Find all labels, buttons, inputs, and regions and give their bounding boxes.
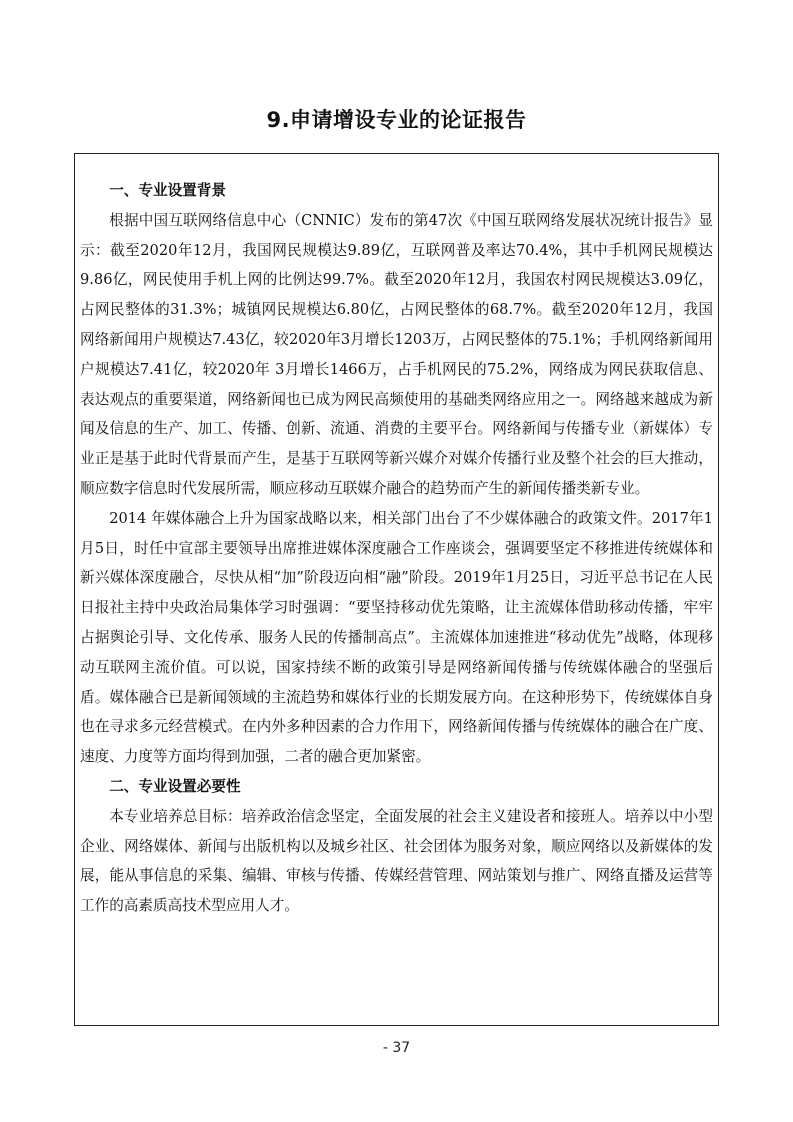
page-number: - 37 — [382, 1040, 411, 1056]
document-title: 9.申请增设专业的论证报告 — [266, 108, 527, 132]
paragraph-cnnic-statistics: 根据中国互联网络信息中心（CNNIC）发布的第47次《中国互联网络发展状况统计报告》显示：截至2020年12月，我国网民规模达9.89亿，互联网普及率达70.4%，其中手机网民规模达9.86亿，网民使用手机上网的比例达99.7%。截至2020年12月，我国农村网民规模达3.09亿，占网民整体的31.3%；城镇网民规模达6.80亿，占网民整体的68.7%。截至2020年12月，我国网络新闻用户规模达7.43亿，较2020年3月增长1203万，占网民整体的75.1%；手机网络新闻用户规模达7.41亿，较2020年 3月增长1466万，占手机网民的75.2%，网络成为网民获取信息、表达观点的重要渠道，网络新闻也已成为网民高频使用的基础类网络应用之一。网络越来越成为新闻及信息的生产、加工、传播、创新、流通、消费的主要平台。网络新闻与传播专业（新媒体）专业正是基于此时代背景而产生，是基于互联网等新兴媒介对媒介传播行业及整个社会的巨大推动，顺应数字信息时代发展所需，顺应移动互联媒介融合的趋势而产生的新闻传播类新专业。 — [80, 211, 713, 497]
report-content — [80, 176, 713, 921]
paragraph-media-convergence: 2014 年媒体融合上升为国家战略以来，相关部门出台了不少媒体融合的政策文件。2017年1月5日，时任中宣部主要领导出席推进媒体深度融合工作座谈会，强调要坚定不移推进传统媒体和新兴媒体深度融合，尽快从相“加”阶段迈向相“融”阶段。2019年1月25日，习近平总书记在人民日报社主持中央政治局集体学习时强调：“要坚持移动优先策略，让主流媒体借助移动传播，牢牢占据舆论引导、文化传承、服务人民的传播制高点”。主流媒体加速推进“移动优先”战略，体现移动互联网主流价值。可以说，国家持续不断的政策引导是网络新闻传播与传统媒体融合的坚强后盾。媒体融合已是新闻领域的主流趋势和媒体行业的长期发展方向。在这种形势下，传统媒体自身也在寻求多元经营模式。在内外多种因素的合力作用下，网络新闻传播与传统媒体的融合在广度、速度、力度等方面均得到加强，二者的融合更加紧密。 — [80, 509, 713, 766]
section-heading-necessity: 二、专业设置必要性 — [109, 777, 241, 795]
paragraph-training-goal: 本专业培养总目标：培养政治信念坚定，全面发展的社会主义建设者和接班人。培养以中小型企业、网络媒体、新闻与出版机构以及城乡社区、社会团体为服务对象，顺应网络以及新媒体的发展，能从事信息的采集、编辑、审核与传播、传媒经营管理、网站策划与推广、网络直播及运营等工作的高素质高技术型应用人才。 — [80, 807, 713, 915]
section-heading-background: 一、专业设置背景 — [109, 182, 226, 199]
